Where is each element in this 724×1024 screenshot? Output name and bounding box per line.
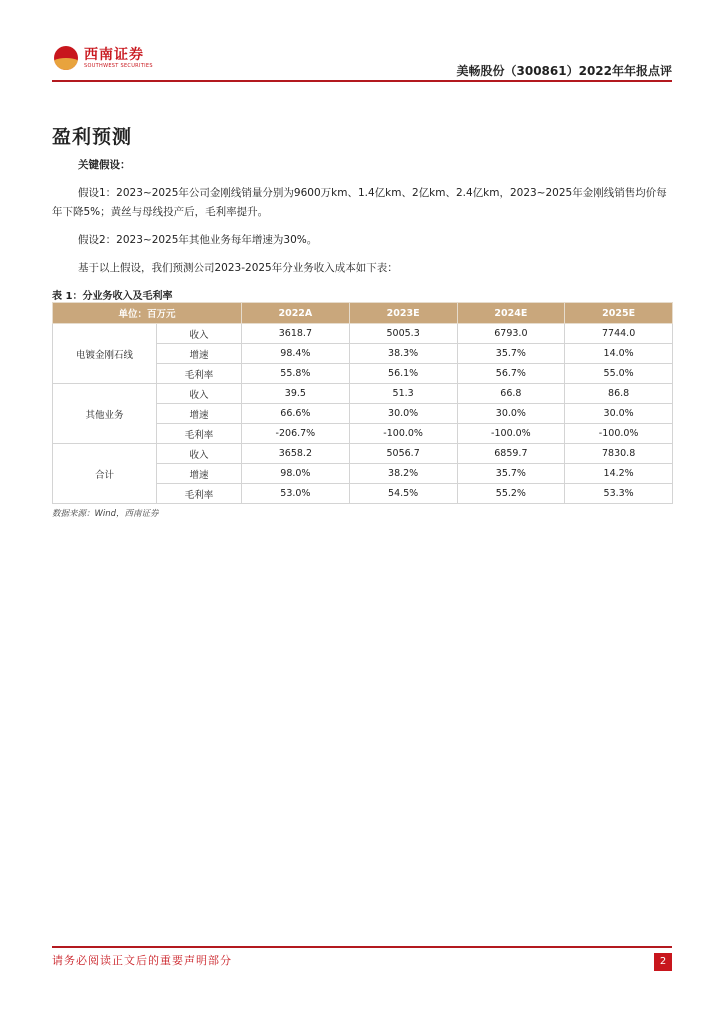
table-row: [53, 384, 673, 404]
metric-label: 收入: [157, 384, 242, 404]
col-header: 2023E: [349, 303, 457, 324]
table-title: 表 1：分业务收入及毛利率: [52, 291, 173, 302]
table-cell: 5005.3: [349, 324, 457, 344]
page-number: 2: [654, 953, 672, 971]
table-cell: 14.2%: [565, 464, 673, 484]
table-cell: 56.1%: [349, 364, 457, 384]
table-cell: 66.6%: [242, 404, 350, 424]
header-divider: [52, 80, 672, 82]
metric-label: 毛利率: [157, 364, 242, 384]
metric-label: 增速: [157, 344, 242, 364]
table-cell: 6793.0: [457, 324, 565, 344]
table-cell: 6859.7: [457, 444, 565, 464]
group-label: 合计: [53, 444, 157, 504]
table-row: [53, 324, 673, 344]
metric-label: 毛利率: [157, 484, 242, 504]
group-label: 其他业务: [53, 384, 157, 444]
footer-disclaimer: 请务必阅读正文后的重要声明部分: [52, 954, 232, 967]
revenue-margin-table: [52, 302, 673, 504]
table-cell: 55.8%: [242, 364, 350, 384]
col-header: 2025E: [565, 303, 673, 324]
table-cell: 14.0%: [565, 344, 673, 364]
data-source: 数据来源：Wind，西南证券: [52, 509, 159, 519]
table-cell: 3618.7: [242, 324, 350, 344]
table-cell: 7830.8: [565, 444, 673, 464]
logo-emblem-icon: [54, 46, 78, 70]
table-cell: 66.8: [457, 384, 565, 404]
table-cell: 98.4%: [242, 344, 350, 364]
table-cell: 3658.2: [242, 444, 350, 464]
table-header-row: [53, 303, 673, 324]
table-cell: 38.2%: [349, 464, 457, 484]
table-cell: 30.0%: [457, 404, 565, 424]
assumption-1: 假设1：2023~2025年公司金刚线销量分别为9600万km、1.4亿km、2亿km、2.4亿km，2023~2025年金刚线销售均价每年下降5%；黄丝与母线投产后，毛利率提升。: [52, 187, 667, 218]
table-cell: 35.7%: [457, 344, 565, 364]
table-cell: -100.0%: [457, 424, 565, 444]
table-cell: 7744.0: [565, 324, 673, 344]
table-cell: 55.0%: [565, 364, 673, 384]
key-assumptions-label: 关键假设：: [78, 159, 131, 171]
table-cell: -100.0%: [565, 424, 673, 444]
section-title: 盈利预测: [52, 126, 133, 148]
metric-label: 收入: [157, 324, 242, 344]
table-cell: 53.3%: [565, 484, 673, 504]
table-cell: 55.2%: [457, 484, 565, 504]
logo-text-cn: 西南证券: [84, 46, 144, 63]
table-cell: 39.5: [242, 384, 350, 404]
table-cell: 56.7%: [457, 364, 565, 384]
company-logo: [54, 46, 153, 70]
table-row: [53, 444, 673, 464]
table-cell: -100.0%: [349, 424, 457, 444]
table-cell: 53.0%: [242, 484, 350, 504]
metric-label: 收入: [157, 444, 242, 464]
table-cell: 51.3: [349, 384, 457, 404]
table-cell: 54.5%: [349, 484, 457, 504]
table-intro: 基于以上假设，我们预测公司2023-2025年分业务收入成本如下表：: [78, 262, 398, 274]
table-cell: 30.0%: [349, 404, 457, 424]
table-unit-header: 单位：百万元: [53, 303, 242, 324]
report-title: 美畅股份（300861）2022年年报点评: [456, 64, 672, 78]
col-header: 2024E: [457, 303, 565, 324]
table-cell: 38.3%: [349, 344, 457, 364]
table-cell: 98.0%: [242, 464, 350, 484]
table-cell: 5056.7: [349, 444, 457, 464]
logo-text-en: SOUTHWEST SECURITIES: [84, 62, 153, 69]
footer-divider: [52, 946, 672, 948]
table-cell: 35.7%: [457, 464, 565, 484]
metric-label: 增速: [157, 404, 242, 424]
table-cell: 30.0%: [565, 404, 673, 424]
metric-label: 毛利率: [157, 424, 242, 444]
assumption-2: 假设2：2023~2025年其他业务每年增速为30%。: [78, 234, 318, 246]
group-label: 电镀金刚石线: [53, 324, 157, 384]
col-header: 2022A: [242, 303, 350, 324]
table-cell: -206.7%: [242, 424, 350, 444]
metric-label: 增速: [157, 464, 242, 484]
table-cell: 86.8: [565, 384, 673, 404]
